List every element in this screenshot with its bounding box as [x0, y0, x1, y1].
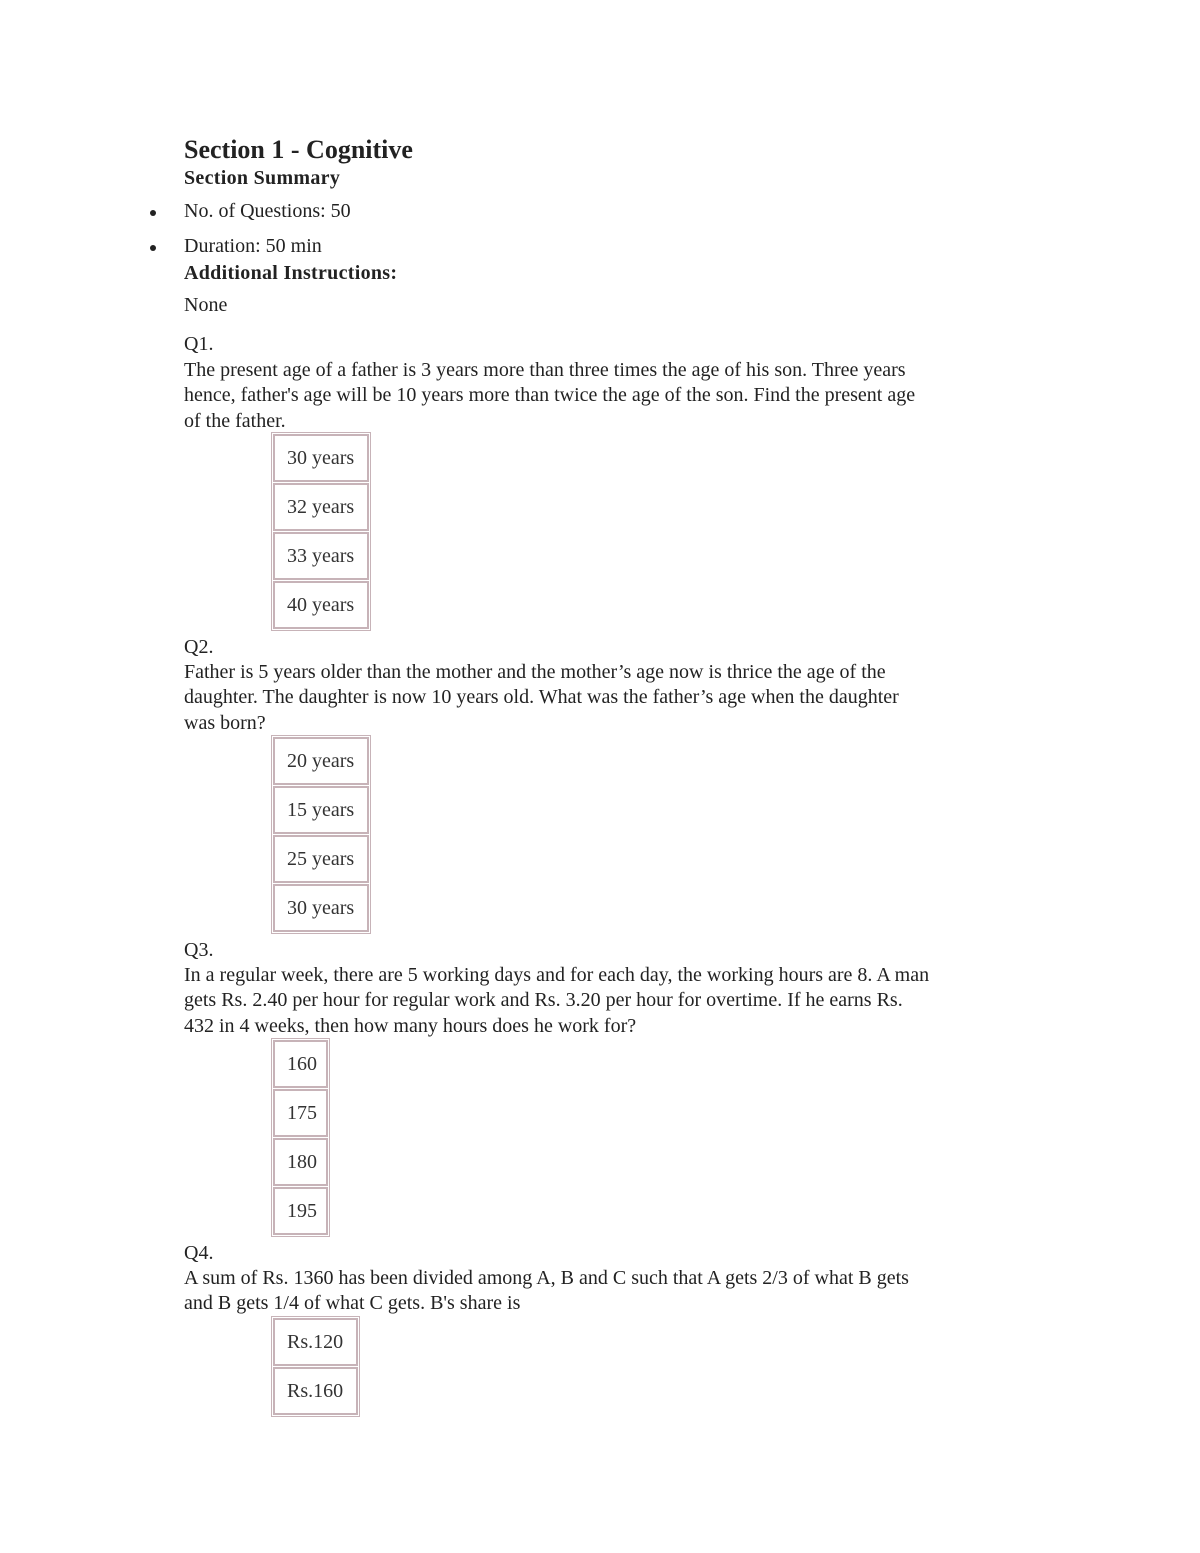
answer-options — [271, 1316, 360, 1417]
bullet-icon — [150, 210, 156, 216]
summary-item-questions: No. of Questions: 50 — [184, 200, 351, 222]
question-text — [184, 1266, 1024, 1317]
question-text-line: The present age of a father is 3 years more than three times the age of his son. Three years — [184, 359, 906, 381]
question-text-line: Father is 5 years older than the mother and the mother’s age now is thrice the age of the — [184, 661, 886, 683]
bullet-icon — [150, 245, 156, 251]
answer-option[interactable]: 15 years — [273, 786, 369, 834]
question-text-line: gets Rs. 2.40 per hour for regular work and Rs. 3.20 per hour for overtime. If he earns Rs. — [184, 989, 903, 1012]
answer-options — [271, 1038, 330, 1237]
question-number: Q2. — [184, 636, 214, 658]
answer-option[interactable]: Rs.120 — [273, 1318, 358, 1366]
question-number: Q1. — [184, 333, 214, 355]
question-text-line: of the father. — [184, 409, 286, 432]
question-text-line: was born? — [184, 711, 266, 734]
answer-option[interactable]: 30 years — [273, 884, 369, 932]
question-number: Q3. — [184, 939, 214, 961]
additional-instructions-text: None — [184, 294, 228, 316]
answer-options — [271, 432, 371, 631]
answer-option[interactable]: Rs.160 — [273, 1367, 358, 1415]
answer-option[interactable]: 175 — [273, 1089, 328, 1137]
question-text-line: hence, father's age will be 10 years more than twice the age of the son. Find the present age — [184, 384, 916, 407]
answer-option[interactable]: 25 years — [273, 835, 369, 883]
question-text — [184, 963, 1024, 1039]
section-title: Section 1 - Cognitive — [184, 135, 413, 164]
answer-option[interactable]: 30 years — [273, 434, 369, 482]
answer-option[interactable]: 160 — [273, 1040, 328, 1088]
question-text-line: A sum of Rs. 1360 has been divided among A, B and C such that A gets 2/3 of what B gets — [184, 1267, 909, 1289]
question-text — [184, 660, 1024, 736]
answer-option[interactable]: 180 — [273, 1138, 328, 1186]
section-summary-heading: Section Summary — [184, 167, 341, 189]
answer-option[interactable]: 32 years — [273, 483, 369, 531]
answer-option[interactable]: 20 years — [273, 737, 369, 785]
answer-option[interactable]: 33 years — [273, 532, 369, 580]
summary-item-duration: Duration: 50 min — [184, 235, 322, 257]
question-text-line: daughter. The daughter is now 10 years old. What was the father’s age when the daughter — [184, 686, 899, 709]
question-text — [184, 358, 1024, 434]
answer-option[interactable]: 195 — [273, 1187, 328, 1235]
answer-option[interactable]: 40 years — [273, 581, 369, 629]
question-text-line: In a regular week, there are 5 working days and for each day, the working hours are 8. A man — [184, 964, 930, 986]
question-number: Q4. — [184, 1242, 214, 1264]
additional-instructions-heading: Additional Instructions: — [184, 262, 398, 284]
answer-options — [271, 735, 371, 934]
question-text-line: 432 in 4 weeks, then how many hours does he work for? — [184, 1014, 637, 1037]
question-text-line: and B gets 1/4 of what C gets. B's share is — [184, 1292, 521, 1315]
